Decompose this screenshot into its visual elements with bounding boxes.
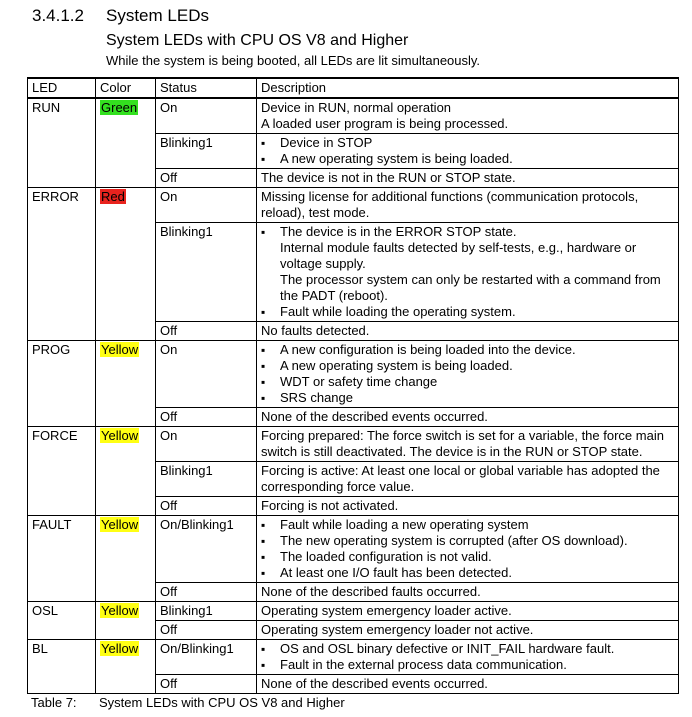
bullet-continuation: Internal module faults detected by self-tests, e.g., hardware or voltage supply. [280, 240, 637, 271]
description-cell [257, 322, 679, 341]
bullet-item [261, 374, 674, 390]
header-description: Description [257, 78, 679, 98]
description-text: Operating system emergency loader not active. [261, 622, 534, 637]
description-cell [257, 602, 679, 621]
led-color-cell [96, 188, 156, 341]
table-caption [31, 695, 345, 710]
description-cell [257, 427, 679, 462]
status-cell [156, 322, 257, 341]
bullet-item [261, 641, 674, 657]
description-text: None of the described events occurred. [261, 409, 488, 424]
led-color-cell [96, 98, 156, 188]
table-row [28, 188, 679, 223]
description-cell [257, 497, 679, 516]
description-cell [257, 98, 679, 134]
bullet-list [261, 135, 674, 167]
table-header-row [28, 78, 679, 98]
description-text: None of the described events occurred. [261, 676, 488, 691]
section-number: 3.4.1.2 [32, 6, 84, 25]
intro-text: While the system is being booted, all LEDs are lit simultaneously. [106, 53, 481, 68]
description-text: Missing license for additional functions (communication protocols, reload), test mode. [261, 189, 639, 220]
bullet-text: SRS change [280, 390, 353, 405]
table-row [28, 341, 679, 408]
description-text: Forcing is not activated. [261, 498, 399, 513]
description-cell [257, 188, 679, 223]
status-cell [156, 516, 257, 583]
status-text: Off [160, 323, 178, 338]
bullet-item [261, 657, 674, 673]
status-cell [156, 134, 257, 169]
bullet-text: Device in STOP [280, 135, 373, 150]
bullet-item [261, 549, 674, 565]
led-color-label: Yellow [101, 641, 139, 656]
led-color-label: Yellow [101, 603, 139, 618]
led-color-label: Green [101, 100, 138, 115]
status-cell [156, 427, 257, 462]
section-heading [32, 6, 209, 26]
description-text: Device in RUN, normal operation [261, 100, 452, 115]
status-cell [156, 621, 257, 640]
status-text: Off [160, 170, 178, 185]
bullet-text: OS and OSL binary defective or INIT_FAIL hardware fault. [280, 641, 615, 656]
led-name: BL [32, 641, 48, 656]
led-color-cell [96, 427, 156, 516]
description-cell [257, 408, 679, 427]
status-cell [156, 408, 257, 427]
status-text: Off [160, 409, 178, 424]
bullet-item [261, 565, 674, 581]
description-cell [257, 134, 679, 169]
bullet-text: Fault in the external process data communication. [280, 657, 567, 672]
bullet-text: A new operating system is being loaded. [280, 358, 513, 373]
led-name-cell [28, 640, 96, 694]
status-text: On/Blinking1 [160, 517, 234, 532]
bullet-list [261, 342, 674, 406]
description-cell [257, 223, 679, 322]
bullet-item [261, 224, 674, 304]
description-cell [257, 675, 679, 694]
led-name: RUN [32, 100, 61, 115]
status-text: Blinking1 [160, 224, 213, 239]
description-text: Forcing is active: At least one local or global variable has adopted the corresponding force value. [261, 463, 660, 494]
status-text: On/Blinking1 [160, 641, 234, 656]
led-name-cell [28, 427, 96, 516]
status-text: On [160, 100, 178, 115]
bullet-text: A new configuration is being loaded into the device. [280, 342, 576, 357]
led-color-label: Yellow [101, 517, 139, 532]
status-cell [156, 188, 257, 223]
description-text: The device is not in the RUN or STOP state. [261, 170, 516, 185]
led-color-label: Yellow [101, 342, 139, 357]
caption-text: System LEDs with CPU OS V8 and Higher [99, 695, 345, 710]
description-cell [257, 516, 679, 583]
bullet-text: The new operating system is corrupted (after OS download). [280, 533, 628, 548]
table-row [28, 602, 679, 621]
status-text: On [160, 342, 178, 357]
description-text: A loaded user program is being processed. [261, 116, 509, 131]
led-name-cell [28, 602, 96, 640]
bullet-text: The loaded configuration is not valid. [280, 549, 492, 564]
bullet-list [261, 517, 674, 581]
table-row [28, 516, 679, 583]
bullet-list [261, 224, 674, 320]
description-cell [257, 169, 679, 188]
bullet-text: At least one I/O fault has been detected. [280, 565, 512, 580]
section-title: System LEDs [106, 6, 209, 25]
header-color: Color [96, 78, 156, 98]
subsection-title: System LEDs with CPU OS V8 and Higher [106, 32, 409, 49]
header-led: LED [28, 78, 96, 98]
led-name: FORCE [32, 428, 78, 443]
bullet-item [261, 304, 674, 320]
bullet-item [261, 390, 674, 406]
status-text: Off [160, 498, 178, 513]
description-text: None of the described faults occurred. [261, 584, 481, 599]
description-cell [257, 583, 679, 602]
led-name: FAULT [32, 517, 72, 532]
led-color-cell [96, 640, 156, 694]
description-cell [257, 341, 679, 408]
bullet-text: Fault while loading a new operating system [280, 517, 529, 532]
header-status: Status [156, 78, 257, 98]
status-text: On [160, 189, 178, 204]
table-body [28, 98, 679, 694]
led-color-cell [96, 602, 156, 640]
status-cell [156, 583, 257, 602]
led-name-cell [28, 188, 96, 341]
description-cell [257, 640, 679, 675]
table-row [28, 640, 679, 675]
status-text: Off [160, 622, 178, 637]
table-row [28, 98, 679, 134]
bullet-text: WDT or safety time change [280, 374, 438, 389]
bullet-item [261, 342, 674, 358]
system-leds-table [27, 77, 679, 694]
description-text: No faults detected. [261, 323, 370, 338]
status-text: Blinking1 [160, 463, 213, 478]
caption-label: Table 7: [31, 695, 77, 710]
bullet-text: The device is in the ERROR STOP state. [280, 224, 517, 239]
bullet-list [261, 641, 674, 673]
status-text: On [160, 428, 178, 443]
status-cell [156, 98, 257, 134]
status-text: Blinking1 [160, 135, 213, 150]
status-cell [156, 169, 257, 188]
bullet-item [261, 533, 674, 549]
led-color-label: Red [101, 189, 125, 204]
status-cell [156, 640, 257, 675]
status-cell [156, 462, 257, 497]
bullet-item [261, 135, 674, 151]
led-name: OSL [32, 603, 59, 618]
status-cell [156, 675, 257, 694]
status-cell [156, 341, 257, 408]
led-color-cell [96, 516, 156, 602]
bullet-item [261, 358, 674, 374]
bullet-item [261, 151, 674, 167]
status-cell [156, 602, 257, 621]
led-name: PROG [32, 342, 71, 357]
bullet-continuation: The processor system can only be restarted with a command from the PADT (reboot). [280, 272, 661, 303]
table-row [28, 427, 679, 462]
led-color-cell [96, 341, 156, 427]
description-cell [257, 621, 679, 640]
led-name-cell [28, 341, 96, 427]
description-text: Forcing prepared: The force switch is set for a variable, the force main switch is still deactivated. The device is in the RUN or STOP state. [261, 428, 664, 459]
status-cell [156, 497, 257, 516]
status-text: Off [160, 584, 178, 599]
led-name-cell [28, 98, 96, 188]
status-text: Off [160, 676, 178, 691]
led-color-label: Yellow [101, 428, 139, 443]
bullet-text: A new operating system is being loaded. [280, 151, 513, 166]
bullet-item [261, 517, 674, 533]
description-cell [257, 462, 679, 497]
bullet-text: Fault while loading the operating system. [280, 304, 516, 319]
led-name-cell [28, 516, 96, 602]
status-text: Blinking1 [160, 603, 213, 618]
description-text: Operating system emergency loader active. [261, 603, 512, 618]
led-name: ERROR [32, 189, 79, 204]
status-cell [156, 223, 257, 322]
